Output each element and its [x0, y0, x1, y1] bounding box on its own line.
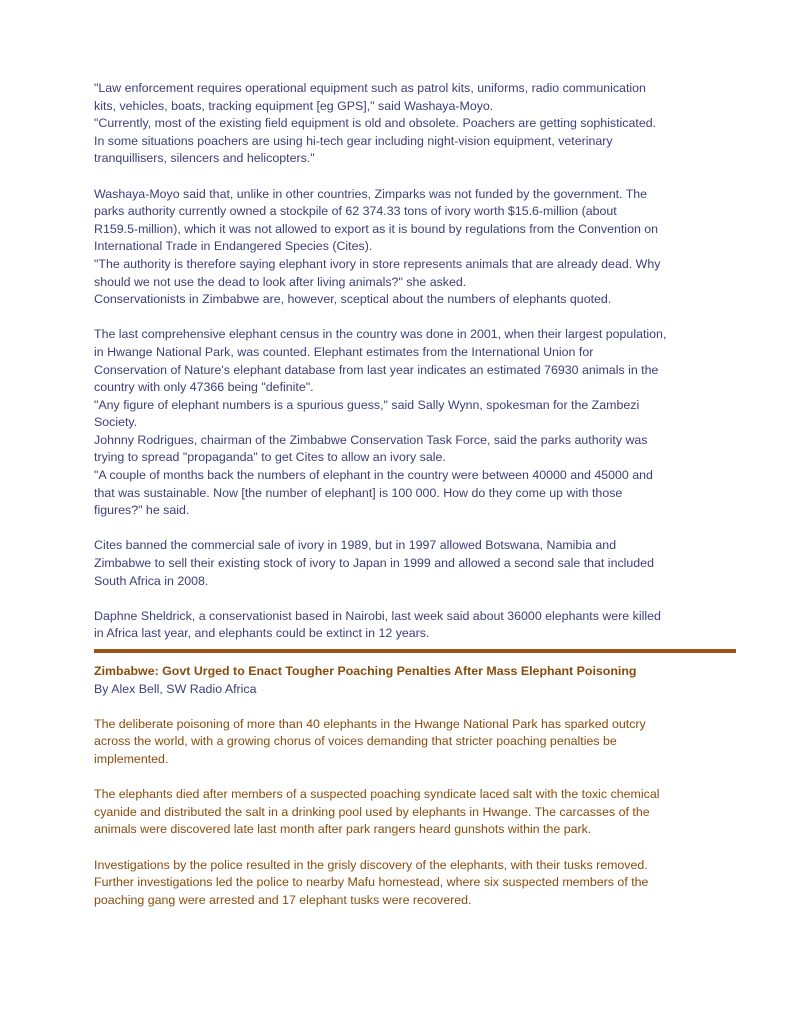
document-page: [94, 80, 714, 927]
text-line: trying to spread "propaganda" to get Cites to allow an ivory sale.: [94, 450, 446, 465]
text-line: South Africa in 2008.: [94, 573, 209, 588]
text-line: "A couple of months back the numbers of elephant in the country were between 40000 and 45000 and: [94, 468, 653, 483]
paragraph-5: [94, 608, 714, 643]
text-line: across the world, with a growing chorus of voices demanding that stricter poaching penalties be: [94, 734, 617, 749]
paragraph-2: [94, 186, 714, 309]
paragraph-7: [94, 786, 714, 839]
text-line: country with only 47366 being "definite".: [94, 380, 314, 395]
text-line: figures?" he said.: [94, 503, 190, 518]
text-line: Further investigations led the police to nearby Mafu homestead, where six suspected members of the: [94, 875, 649, 890]
text-line: Conservationists in Zimbabwe are, however, sceptical about the numbers of elephants quoted.: [94, 292, 612, 307]
text-line: kits, vehicles, boats, tracking equipment [eg GPS]," said Washaya-Moyo.: [94, 98, 494, 113]
text-line: should we not use the dead to look after living animals?" she asked.: [94, 274, 467, 289]
text-line: Johnny Rodrigues, chairman of the Zimbabwe Conservation Task Force, said the parks authority was: [94, 432, 648, 447]
paragraph-6: [94, 716, 714, 769]
section-divider: [94, 649, 736, 653]
article-header: [94, 663, 714, 698]
text-line: International Trade in Endangered Species (Cites).: [94, 239, 373, 254]
article-byline: By Alex Bell, SW Radio Africa: [94, 681, 257, 696]
text-line: "Any figure of elephant numbers is a spurious guess," said Sally Wynn, spokesman for the Zambezi: [94, 397, 640, 412]
text-line: tranquillisers, silencers and helicopters.": [94, 151, 315, 166]
text-line: "Law enforcement requires operational equipment such as patrol kits, uniforms, radio communication: [94, 81, 646, 95]
text-line: The last comprehensive elephant census in the country was done in 2001, when their largest population,: [94, 327, 667, 342]
text-line: Cites banned the commercial sale of ivory in 1989, but in 1997 allowed Botswana, Namibia and: [94, 538, 617, 553]
paragraph-1: [94, 80, 714, 168]
text-line: parks authority currently owned a stockpile of 62 374.33 tons of ivory worth $15.6-million (about: [94, 204, 617, 219]
text-line: "The authority is therefore saying elephant ivory in store represents animals that are already dead. Why: [94, 256, 661, 271]
text-line: animals were discovered late last month after park rangers heard gunshots within the park.: [94, 822, 592, 837]
text-line: in Africa last year, and elephants could be extinct in 12 years.: [94, 626, 430, 641]
text-line: Society.: [94, 415, 138, 430]
paragraph-3: [94, 326, 714, 520]
text-line: Zimbabwe to sell their existing stock of ivory to Japan in 1999 and allowed a second sale that included: [94, 556, 654, 571]
paragraph-4: [94, 537, 714, 590]
text-line: in Hwange National Park, was counted. Elephant estimates from the International Union for: [94, 344, 594, 359]
text-line: cyanide and distributed the salt in a drinking pool used by elephants in Hwange. The carcasses of the: [94, 804, 650, 819]
text-line: Conservation of Nature's elephant database from last year indicates an estimated 76930 animals in the: [94, 362, 659, 377]
article-continuation: [94, 80, 714, 643]
text-line: Washaya-Moyo said that, unlike in other countries, Zimparks was not funded by the government. The: [94, 186, 648, 201]
text-line: Investigations by the police resulted in the grisly discovery of the elephants, with their tusks removed.: [94, 857, 648, 872]
text-line: The deliberate poisoning of more than 40 elephants in the Hwange National Park has sparked outcry: [94, 716, 646, 731]
text-line: poaching gang were arrested and 17 elephant tusks were recovered.: [94, 892, 472, 907]
paragraph-8: [94, 857, 714, 910]
text-line: The elephants died after members of a suspected poaching syndicate laced salt with the toxic chemical: [94, 787, 660, 802]
text-line: R159.5-million), which it was not allowed to export as it is bound by regulations from the Convention on: [94, 221, 659, 236]
text-line: Daphne Sheldrick, a conservationist based in Nairobi, last week said about 36000 elephants were killed: [94, 608, 661, 623]
second-article: [94, 663, 714, 909]
text-line: "Currently, most of the existing field equipment is old and obsolete. Poachers are getting sophisticated.: [94, 116, 657, 131]
text-line: that was sustainable. Now [the number of elephant] is 100 000. How do they come up with those: [94, 485, 623, 500]
text-line: In some situations poachers are using hi-tech gear including night-vision equipment, veterinary: [94, 133, 613, 148]
text-line: implemented.: [94, 751, 169, 766]
article-headline: Zimbabwe: Govt Urged to Enact Tougher Poaching Penalties After Mass Elephant Poisoning: [94, 664, 637, 678]
